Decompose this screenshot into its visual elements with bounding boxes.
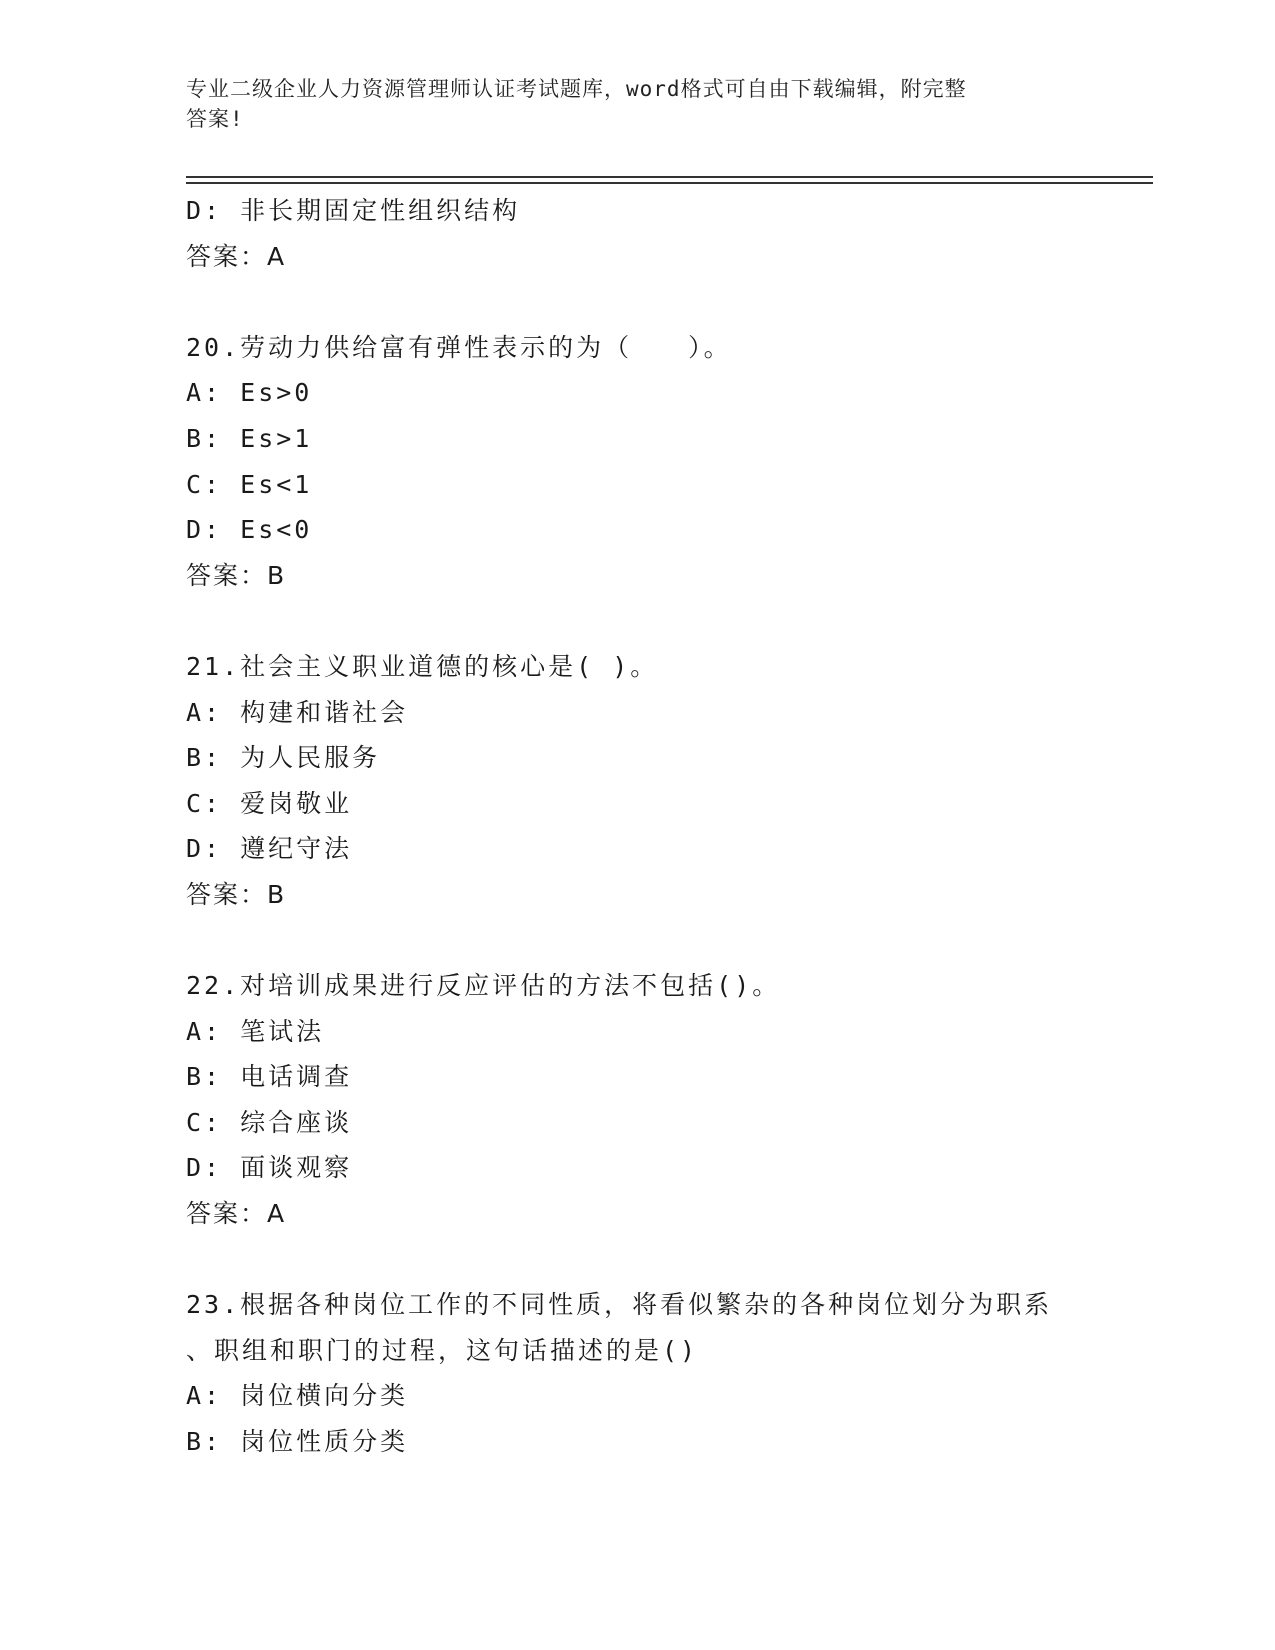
spacer (186, 598, 1086, 644)
answer-line: 答案：B (186, 879, 287, 909)
header-divider-bottom (186, 182, 1153, 184)
option-c: C: Es<1 (186, 469, 313, 499)
header-line-1: 专业二级企业人力资源管理师认证考试题库，word格式可自由下载编辑，附完整 (186, 77, 967, 101)
question-21: 21.社会主义职业道德的核心是( )。 (186, 651, 659, 681)
question-23: 23.根据各种岗位工作的不同性质，将看似繁杂的各种岗位划分为职系 (186, 1290, 1053, 1320)
option-d: D: Es<0 (186, 515, 313, 545)
option-d: D: 面谈观察 (186, 1153, 353, 1183)
answer-line: 答案：B (186, 560, 287, 590)
option-b: B: 岗位性质分类 (186, 1427, 409, 1457)
option-b: B: Es>1 (186, 423, 313, 453)
option-a: A: 岗位横向分类 (186, 1381, 409, 1411)
question-content (186, 188, 1086, 1465)
question-23-continuation: 、职组和职门的过程，这句话描述的是() (186, 1335, 699, 1365)
option-b: B: 电话调查 (186, 1062, 353, 1092)
option-a: A: 构建和谐社会 (186, 697, 409, 727)
answer-line: 答案：A (186, 1199, 287, 1229)
spacer (186, 1237, 1086, 1283)
option-d: D: 非长期固定性组织结构 (186, 196, 521, 225)
header-divider-top (186, 176, 1153, 178)
document-header (186, 74, 1066, 134)
spacer (186, 918, 1086, 964)
question-22: 22.对培训成果进行反应评估的方法不包括()。 (186, 971, 781, 1001)
question-20: 20.劳动力供给富有弹性表示的为（ ）。 (186, 332, 732, 362)
option-a: A: Es>0 (186, 378, 313, 408)
header-line-2: 答案! (186, 107, 244, 131)
option-d: D: 遵纪守法 (186, 834, 353, 864)
spacer (186, 279, 1086, 325)
option-a: A: 笔试法 (186, 1016, 325, 1046)
option-b: B: 为人民服务 (186, 743, 381, 773)
answer-line: 答案：A (186, 241, 287, 271)
option-c: C: 综合座谈 (186, 1107, 353, 1137)
option-c: C: 爱岗敬业 (186, 788, 353, 818)
